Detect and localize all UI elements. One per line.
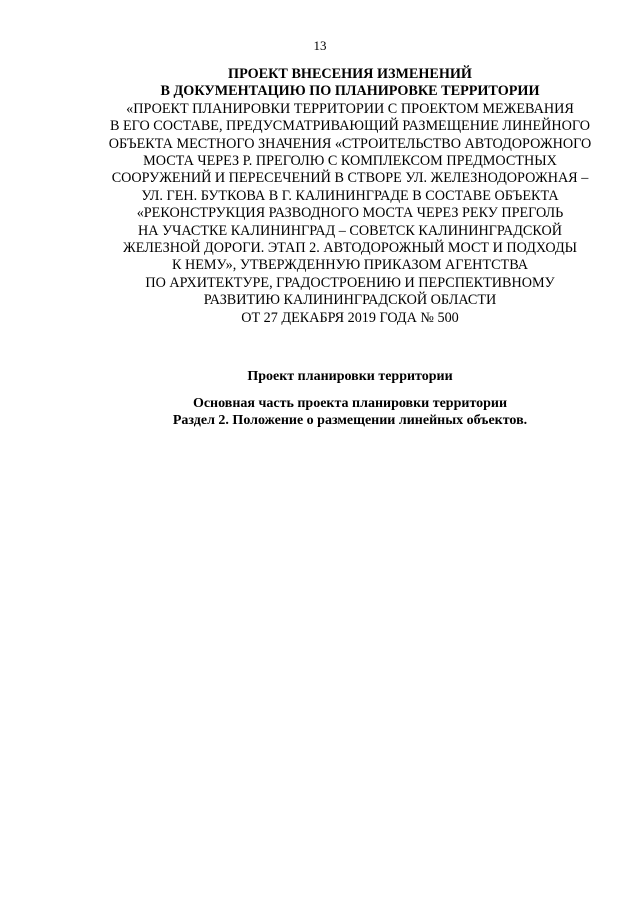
title-line: РАЗВИТИЮ КАЛИНИНГРАДСКОЙ ОБЛАСТИ (203, 292, 497, 309)
title-line: УЛ. ГЕН. БУТКОВА В Г. КАЛИНИНГРАДЕ В СОСТАВЕ ОБЪЕКТА (141, 187, 559, 204)
title-line: ОТ 27 ДЕКАБРЯ 2019 ГОДА № 500 (241, 309, 459, 326)
subsection-heading (60, 395, 640, 430)
title-line: В ЕГО СОСТАВЕ, ПРЕДУСМАТРИВАЮЩИЙ РАЗМЕЩЕНИЕ ЛИНЕЙНОГО (109, 118, 591, 135)
title-line: НА УЧАСТКЕ КАЛИНИНГРАД – СОВЕТСК КАЛИНИНГРАДСКОЙ (138, 222, 562, 239)
title-line: «ПРОЕКТ ПЛАНИРОВКИ ТЕРРИТОРИИ С ПРОЕКТОМ МЕЖЕВАНИЯ (126, 100, 574, 117)
subsection-line: Раздел 2. Положение о размещении линейных объектов. (172, 413, 528, 429)
title-line: ОБЪЕКТА МЕСТНОГО ЗНАЧЕНИЯ «СТРОИТЕЛЬСТВО АВТОДОРОЖНОГО (108, 135, 592, 152)
title-bold-line: В ДОКУМЕНТАЦИЮ ПО ПЛАНИРОВКЕ ТЕРРИТОРИИ (160, 83, 540, 100)
document-title (60, 66, 640, 327)
title-line: К НЕМУ», УТВЕРЖДЕННУЮ ПРИКАЗОМ АГЕНТСТВА (171, 257, 529, 274)
title-line: МОСТА ЧЕРЕЗ Р. ПРЕГОЛЮ С КОМПЛЕКСОМ ПРЕДМОСТНЫХ (143, 153, 557, 170)
section-title: Проект планировки территории (247, 369, 453, 384)
title-line: ПО АРХИТЕКТУРЕ, ГРАДОСТРОЕНИЮ И ПЕРСПЕКТИВНОМУ (145, 274, 555, 291)
title-bold-line: ПРОЕКТ ВНЕСЕНИЯ ИЗМЕНЕНИЙ (228, 66, 472, 82)
title-line: ЖЕЛЕЗНОЙ ДОРОГИ. ЭТАП 2. АВТОДОРОЖНЫЙ МОСТ И ПОДХОДЫ (123, 240, 577, 257)
page-number: 13 (313, 38, 327, 53)
title-line: СООРУЖЕНИЙ И ПЕРЕСЕЧЕНИЙ В СТВОРЕ УЛ. ЖЕЛЕЗНОДОРОЖНАЯ – (111, 170, 589, 187)
subsection-line: Основная часть проекта планировки территории (192, 396, 508, 411)
title-line: «РЕКОНСТРУКЦИЯ РАЗВОДНОГО МОСТА ЧЕРЕЗ РЕКУ ПРЕГОЛЬ (136, 205, 564, 222)
